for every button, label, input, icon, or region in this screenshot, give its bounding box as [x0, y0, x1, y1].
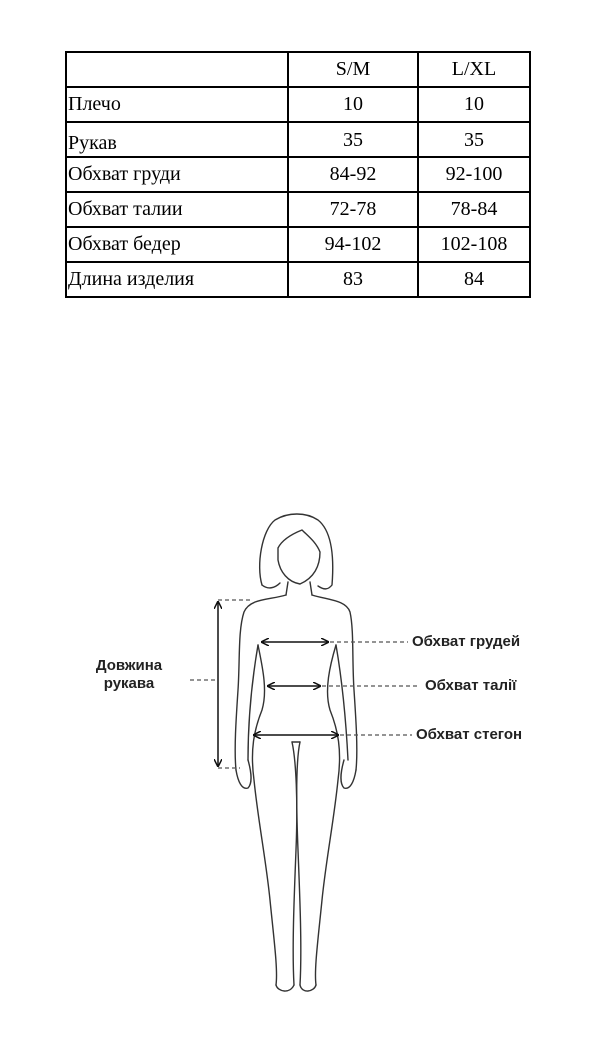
- cell-sm: 94-102: [288, 227, 418, 262]
- row-label-waist: Обхват талии: [66, 192, 288, 227]
- table-row: [66, 262, 530, 297]
- cell-lxl: 10: [418, 87, 530, 122]
- body-figure-illustration: [0, 500, 600, 1000]
- table-row: [66, 157, 530, 192]
- header-empty-cell: [66, 52, 288, 87]
- cell-sm: 10: [288, 87, 418, 122]
- table-header-row: [66, 52, 530, 87]
- row-label-shoulder: Плечо: [66, 87, 288, 122]
- measurement-diagram: [0, 500, 600, 1000]
- table-row: [66, 87, 530, 122]
- cell-lxl: 92-100: [418, 157, 530, 192]
- cell-lxl: 102-108: [418, 227, 530, 262]
- table-row: [66, 122, 530, 157]
- sleeve-length-line2: рукава: [103, 675, 155, 692]
- row-label-hips: Обхват бедер: [66, 227, 288, 262]
- cell-lxl: 35: [418, 122, 530, 157]
- waist-label: Обхват талії: [425, 677, 517, 694]
- row-label-sleeve: Рукав: [66, 122, 288, 157]
- cell-sm: 72-78: [288, 192, 418, 227]
- table-row: [66, 227, 530, 262]
- cell-sm: 84-92: [288, 157, 418, 192]
- cell-lxl: 84: [418, 262, 530, 297]
- row-label-length: Длина изделия: [66, 262, 288, 297]
- table-row: [66, 192, 530, 227]
- header-sm: S/M: [288, 52, 418, 87]
- cell-lxl: 78-84: [418, 192, 530, 227]
- header-lxl: L/XL: [418, 52, 530, 87]
- sleeve-length-label: [74, 657, 184, 693]
- chest-label: Обхват грудей: [412, 633, 521, 650]
- hips-label: Обхват стегон: [416, 726, 523, 743]
- cell-sm: 83: [288, 262, 418, 297]
- row-label-chest: Обхват груди: [66, 157, 288, 192]
- size-table: [65, 51, 531, 298]
- sleeve-length-line1: Довжина: [95, 657, 163, 674]
- cell-sm: 35: [288, 122, 418, 157]
